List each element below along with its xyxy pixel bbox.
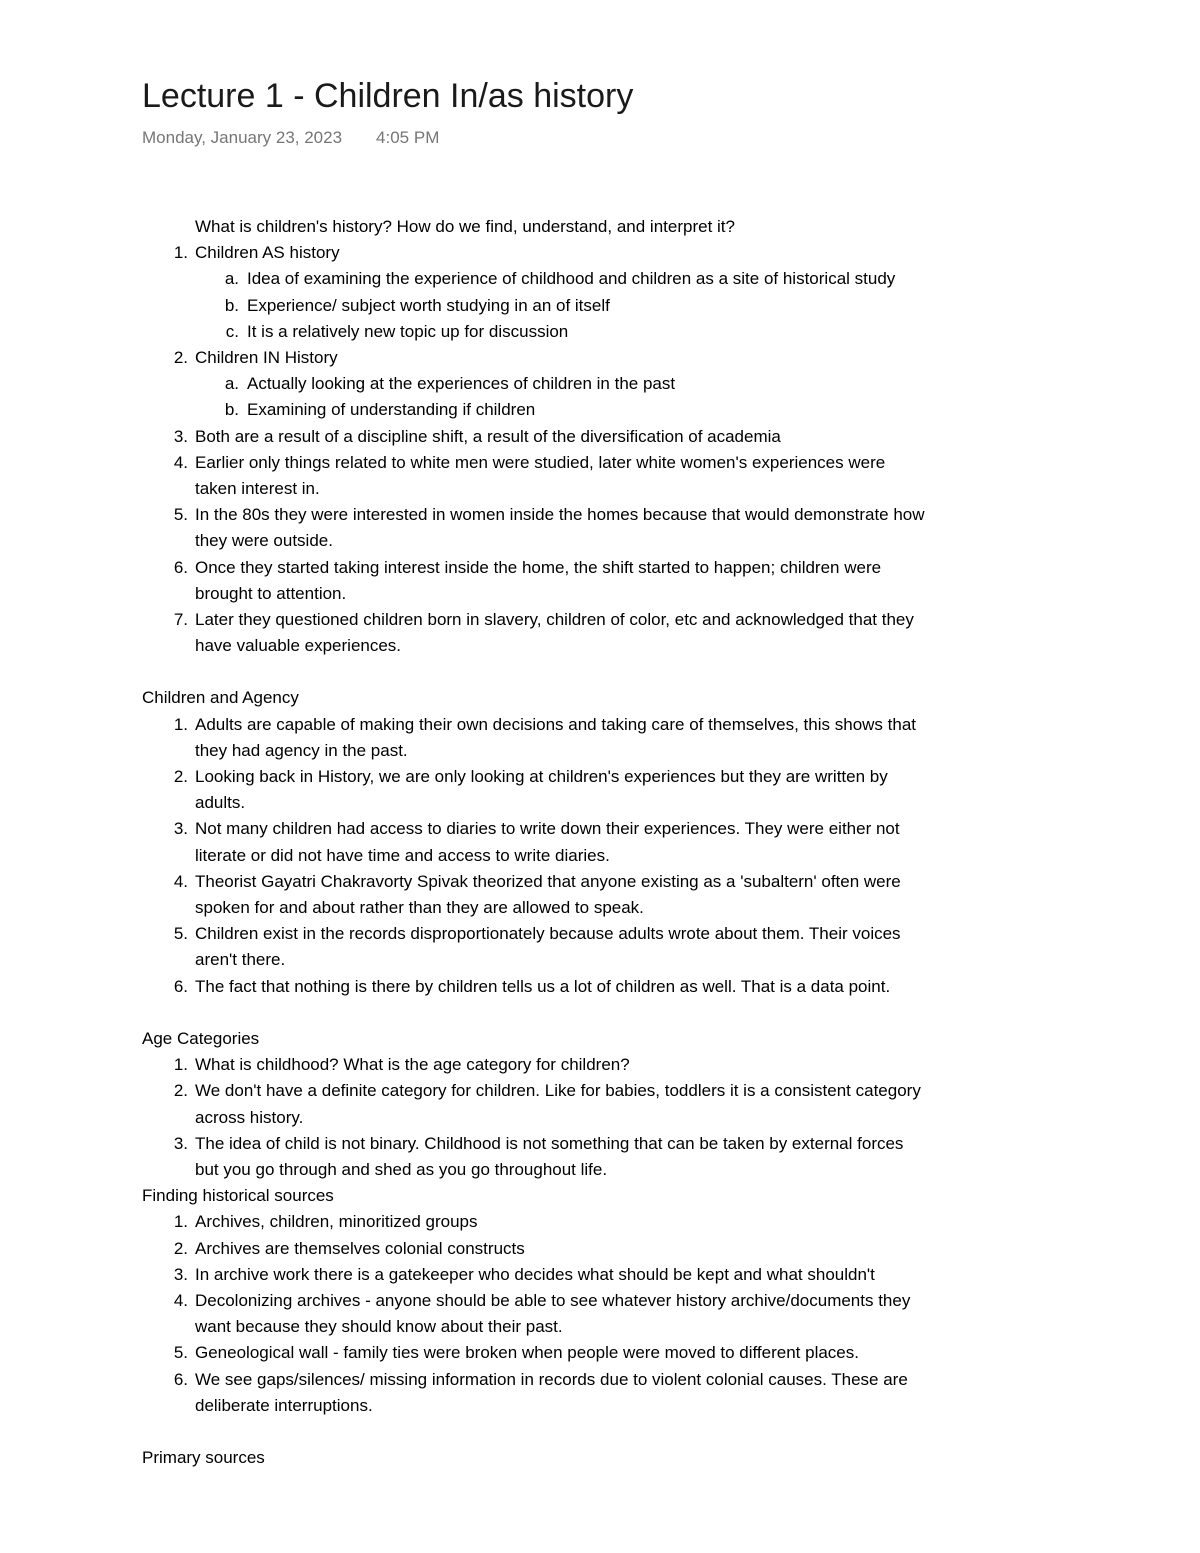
page-time: 4:05 PM: [376, 128, 440, 147]
sub-list-letter: b.: [224, 400, 239, 420]
page-timestamp: [142, 126, 439, 150]
list-item-text: Both are a result of a discipline shift, a result of the diversification of academia: [195, 426, 781, 446]
list-item-text-continued: they had agency in the past.: [195, 740, 408, 760]
list-item-text: Once they started taking interest inside the home, the shift started to happen; children were: [195, 557, 882, 577]
list-item-text-continued: they were outside.: [195, 531, 333, 551]
section-3-list: [142, 1052, 1062, 1183]
list-item: [142, 1209, 1062, 1235]
list-item-text: Adults are capable of making their own decisions and taking care of themselves, this shows that: [195, 714, 916, 734]
list-item-text-continued: but you go through and shed as you go throughout life.: [195, 1159, 608, 1179]
sub-list-item: [195, 293, 1062, 319]
list-number: 4.: [173, 871, 188, 891]
sub-list-letter: b.: [224, 295, 239, 315]
note-body: [142, 214, 1062, 1471]
list-item-text: Archives, children, minoritized groups: [195, 1212, 478, 1232]
list-number: 3.: [173, 819, 188, 839]
list-item-text-continued: want because they should know about their past.: [195, 1317, 563, 1337]
list-item-text: Not many children had access to diaries to write down their experiences. They were either not: [195, 819, 900, 839]
list-item: [142, 816, 1062, 868]
list-number: 3.: [173, 1264, 188, 1284]
section-1-list: [142, 240, 1062, 659]
list-number: 5.: [173, 1343, 188, 1363]
list-item-text: Later they questioned children born in slavery, children of color, etc and acknowledged that they: [195, 610, 914, 630]
list-item: [142, 450, 1062, 502]
list-item-text-continued: brought to attention.: [195, 583, 347, 603]
list-item: [142, 502, 1062, 554]
section-2-list: [142, 712, 1062, 1000]
sub-list: [195, 371, 1062, 423]
page-date: Monday, January 23, 2023: [142, 128, 343, 147]
section-heading-children-and-agency: Children and Agency: [142, 688, 299, 708]
list-item-text: Theorist Gayatri Chakravorty Spivak theorized that anyone existing as a 'subaltern' often were: [195, 871, 901, 891]
list-item: [142, 1262, 1062, 1288]
list-item-text-continued: have valuable experiences.: [195, 636, 402, 656]
list-item-text: Children exist in the records disproportionately because adults wrote about them. Their voices: [195, 924, 901, 944]
section-4-list: [142, 1209, 1062, 1419]
list-item-text-continued: across history.: [195, 1107, 304, 1127]
list-item-text: Archives are themselves colonial constructs: [195, 1238, 525, 1258]
list-item: [142, 1078, 1062, 1130]
list-item: [142, 1131, 1062, 1183]
list-item: [142, 1236, 1062, 1262]
sub-list-text: It is a relatively new topic up for discussion: [247, 321, 569, 341]
sub-list-text: Idea of examining the experience of childhood and children as a site of historical study: [247, 269, 896, 289]
list-number: 5.: [173, 924, 188, 944]
list-item-text: What is childhood? What is the age category for children?: [195, 1055, 630, 1075]
list-item-text: Geneological wall - family ties were broken when people were moved to different places.: [195, 1343, 859, 1363]
list-item-text-continued: literate or did not have time and access to write diaries.: [195, 845, 610, 865]
sub-list-item: [195, 319, 1062, 345]
list-number: 2.: [173, 1081, 188, 1101]
list-item-text-continued: taken interest in.: [195, 479, 320, 499]
list-item: [142, 240, 1062, 345]
list-item: [142, 974, 1062, 1000]
list-item-text: The idea of child is not binary. Childhood is not something that can be taken by external forces: [195, 1133, 904, 1153]
list-number: 1.: [173, 243, 188, 263]
list-item-text-continued: aren't there.: [195, 950, 286, 970]
sub-list-text: Actually looking at the experiences of children in the past: [247, 374, 676, 394]
section-heading-age-categories: Age Categories: [142, 1028, 260, 1048]
list-item: [142, 712, 1062, 764]
list-item: [142, 1288, 1062, 1340]
list-number: 6.: [173, 976, 188, 996]
list-number: 4.: [173, 452, 188, 472]
list-number: 1.: [173, 1212, 188, 1232]
list-item-text: We don't have a definite category for children. Like for babies, toddlers it is a consistent category: [195, 1081, 921, 1101]
list-item-text: We see gaps/silences/ missing information in records due to violent colonial causes. These are: [195, 1369, 908, 1389]
list-item-text-continued: adults.: [195, 793, 246, 813]
list-item-text: The fact that nothing is there by children tells us a lot of children as well. That is a data point.: [195, 976, 891, 996]
sub-list-text: Examining of understanding if children: [247, 400, 536, 420]
list-number: 7.: [173, 610, 188, 630]
list-item-text: Decolonizing archives - anyone should be able to see whatever history archive/documents they: [195, 1290, 911, 1310]
list-number: 4.: [173, 1290, 188, 1310]
list-item-text: Children IN History: [195, 348, 338, 368]
list-number: 3.: [173, 1133, 188, 1153]
list-item: [142, 764, 1062, 816]
list-item-text: In archive work there is a gatekeeper who decides what should be kept and what shouldn't: [195, 1264, 875, 1284]
section-heading-primary-sources: Primary sources: [142, 1447, 265, 1467]
list-number: 2.: [173, 767, 188, 787]
sub-list-item: [195, 397, 1062, 423]
list-item: [142, 1367, 1062, 1419]
list-number: 2.: [173, 348, 188, 368]
list-item: [142, 1340, 1062, 1366]
intro-question: What is children's history? How do we find, understand, and interpret it?: [195, 217, 735, 236]
sub-list-letter: a.: [224, 269, 239, 289]
page-title: Lecture 1 - Children In/as history: [142, 77, 634, 115]
list-item: [142, 607, 1062, 659]
list-item: [142, 921, 1062, 973]
list-number: 1.: [173, 1055, 188, 1075]
list-item-text: Earlier only things related to white men were studied, later white women's experiences were: [195, 452, 886, 472]
list-item-text: Children AS history: [195, 243, 340, 263]
sub-list-letter: a.: [224, 374, 239, 394]
list-item-text-continued: spoken for and about rather than they are allowed to speak.: [195, 898, 644, 918]
sub-list-item: [195, 266, 1062, 292]
sub-list: [195, 266, 1062, 345]
section-heading-finding-historical-sources: Finding historical sources: [142, 1186, 334, 1206]
list-number: 3.: [173, 426, 188, 446]
list-item-text: In the 80s they were interested in women inside the homes because that would demonstrate how: [195, 505, 925, 525]
sub-list-letter: c.: [225, 321, 239, 341]
list-item: [142, 555, 1062, 607]
list-number: 6.: [173, 1369, 188, 1389]
list-item: [142, 869, 1062, 921]
list-number: 2.: [173, 1238, 188, 1258]
list-item: [142, 424, 1062, 450]
list-item: [142, 345, 1062, 424]
sub-list-text: Experience/ subject worth studying in an of itself: [247, 295, 610, 315]
list-item-text-continued: deliberate interruptions.: [195, 1395, 373, 1415]
list-number: 1.: [173, 714, 188, 734]
list-item-text: Looking back in History, we are only looking at children's experiences but they are written by: [195, 767, 888, 787]
list-number: 6.: [173, 557, 188, 577]
sub-list-item: [195, 371, 1062, 397]
list-number: 5.: [173, 505, 188, 525]
list-item: [142, 1052, 1062, 1078]
